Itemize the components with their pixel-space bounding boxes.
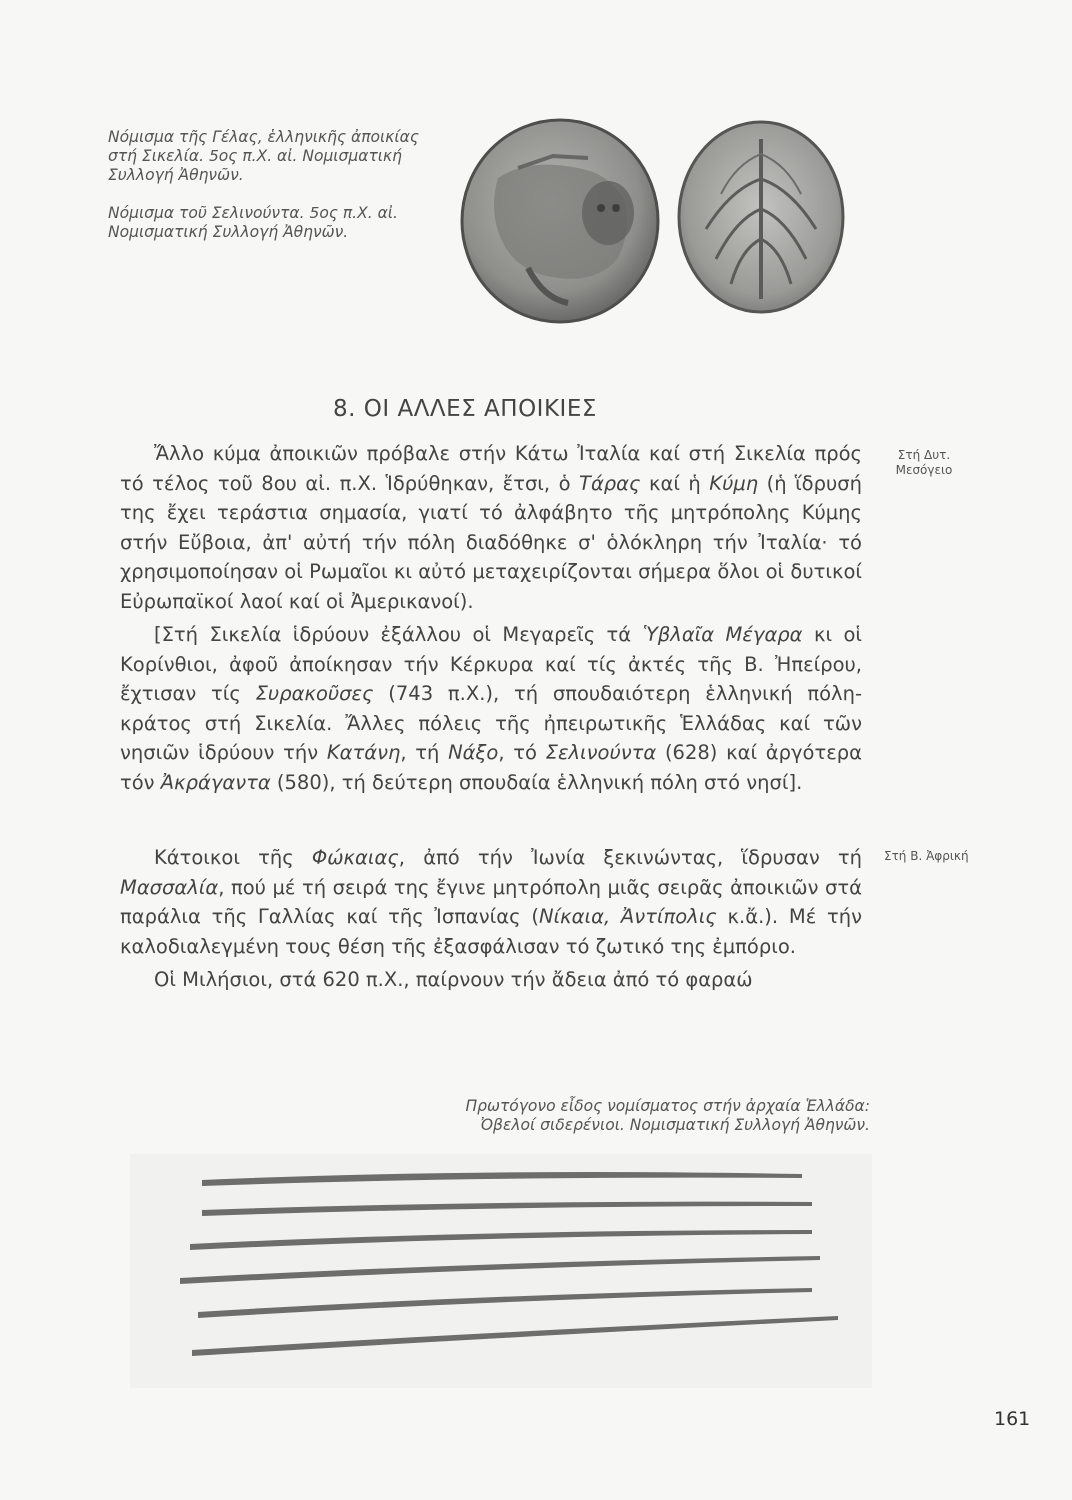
place-massalia: Μασσαλία: [120, 875, 219, 899]
text-run: Οἱ Μιλήσιοι, στά 620 π.Χ., παίρνουν τήν ἄδεια ἀπό τό φαραώ: [154, 968, 753, 991]
text-run: κι οἱ Κορίνθιοι, ἀφοῦ ἀποίκησαν τήν Κέρκυρα καί τίς ἀκτές τῆς Β. Ἠπείρου, ἔχτισαν τίς: [120, 623, 862, 706]
text-run: , ἀπό τήν Ἰωνία ξεκινώντας, ἵδρυσαν τή: [398, 846, 862, 869]
place-syrakouses: Συρακοῦσες: [255, 682, 374, 706]
place-megara: Ὑβλαῖα Μέγαρα: [642, 623, 803, 646]
section-number: 8.: [333, 396, 356, 422]
text-run: (743 π.Χ.), τή σπουδαιότερη ἑλληνική πόλη-κράτος στή Σικελία. Ἄλλες πόλεις τῆς ἠπειρωτικῆς Ἑλλάδας καί τῶν νησιῶν ἱδρύουν τήν: [120, 682, 862, 765]
margin-note-line: Στή Δυτ.: [897, 448, 951, 462]
caption-line: Πρωτόγονο εἶδος νομίσματος στήν ἀρχαία Ἑλλάδα:: [465, 1097, 870, 1115]
paragraph-1: [120, 439, 862, 617]
place-nikaia-antipolis: Νίκαια, Ἀντίπολις: [538, 905, 717, 929]
text-run: Ἄλλο κύμα ἀποικιῶν πρόβαλε στήν Κάτω Ἰταλία καί στή Σικελία πρός τό τέλος τοῦ 8ου αἰ. π.Χ. Ἱδρύθηκαν, ἔτσι, ὁ: [120, 442, 862, 495]
text-run: (ἡ ἵδρυσή της ἔχει τεράστια σημασία, γιατί τό ἀλφάβητο τῆς μητρόπολης Κύμης στήν Εὔβοια, ἀπ' αὐτή τήν πόλη διαδόθηκε σ' ὁλόκληρη τήν Ἰταλία· τό χρησιμοποίησαν οἱ Ρωμαῖοι κι αὐτό μεταχειρίζονται σήμερα ὅλοι οἱ δυτικοί Εὐρωπαϊκοί λαοί καί οἱ Ἀμερικανοί).: [120, 471, 862, 613]
paragraph-3: [120, 843, 862, 961]
selinous-coin-image: [676, 119, 846, 315]
text-run: [Στή Σικελία ἱδρύουν ἐξάλλου οἱ Μεγαρεῖς τά: [154, 623, 643, 646]
text-run: , τή: [400, 741, 449, 765]
caption-obeloi: [360, 1097, 870, 1135]
section-title: ΟΙ ΑΛΛΕΣ ΑΠΟΙΚΙΕΣ: [363, 396, 597, 422]
text-run: κ.ἄ.). Μέ τήν καλοδιαλεγμένη τους θέση τῆς ἐξασφάλισαν τό ζωτικό της ἐμπόριο.: [120, 905, 862, 958]
text-run: , τό: [498, 741, 546, 765]
text-run: , πού μέ τή σειρά της ἔγινε μητρόπολη μιᾶς σειρᾶς ἀποικιῶν στά παράλια τῆς Γαλλίας καί τῆς Ἰσπανίας (: [120, 875, 862, 929]
caption-gela-coin: Νόμισμα τῆς Γέλας, ἑλληνικῆς ἀποικίας στή Σικελία. 5ος π.Χ. αἰ. Νομισματική Συλλογή Ἀθηνῶν.: [108, 128, 419, 184]
text-run: Κάτοικοι τῆς: [154, 846, 312, 869]
caption-line: Ὀβελοί σιδερένιοι. Νομισματική Συλλογή Ἀθηνῶν.: [480, 1116, 870, 1134]
margin-note-north-africa: Στή Β. Ἀφρική: [884, 849, 969, 863]
place-selinous: Σελινούντα: [545, 741, 657, 765]
section-heading: [333, 396, 597, 422]
place-kymi: Κύμη: [709, 471, 759, 495]
paragraph-4: [120, 965, 862, 995]
margin-note-west-mediterranean: [878, 448, 970, 478]
text-run: καί ἡ: [640, 471, 710, 495]
page-number: 161: [994, 1408, 1031, 1430]
place-katani: Κατάνη: [326, 741, 401, 765]
place-fokaia: Φώκαιας: [311, 846, 399, 869]
text-run: (580), τή δεύτερη σπουδαία ἑλληνική πόλη στό νησί].: [270, 770, 803, 794]
place-taras: Τάρας: [579, 471, 641, 495]
text-run: (628) καί ἀργότερα τόν: [120, 741, 862, 794]
place-naxos: Νάξο: [448, 741, 499, 765]
caption-selinous-coin: Νόμισμα τοῦ Σελινούντα. 5ος π.Χ. αἰ. Νομισματική Συλλογή Ἀθηνῶν.: [108, 204, 398, 241]
paragraph-2: [120, 620, 862, 798]
iron-obeloi-image: [130, 1154, 872, 1388]
place-akragas: Ἀκράγαντα: [160, 770, 271, 794]
gela-coin-image: [458, 118, 662, 324]
margin-note-line: Μεσόγειο: [895, 463, 953, 477]
